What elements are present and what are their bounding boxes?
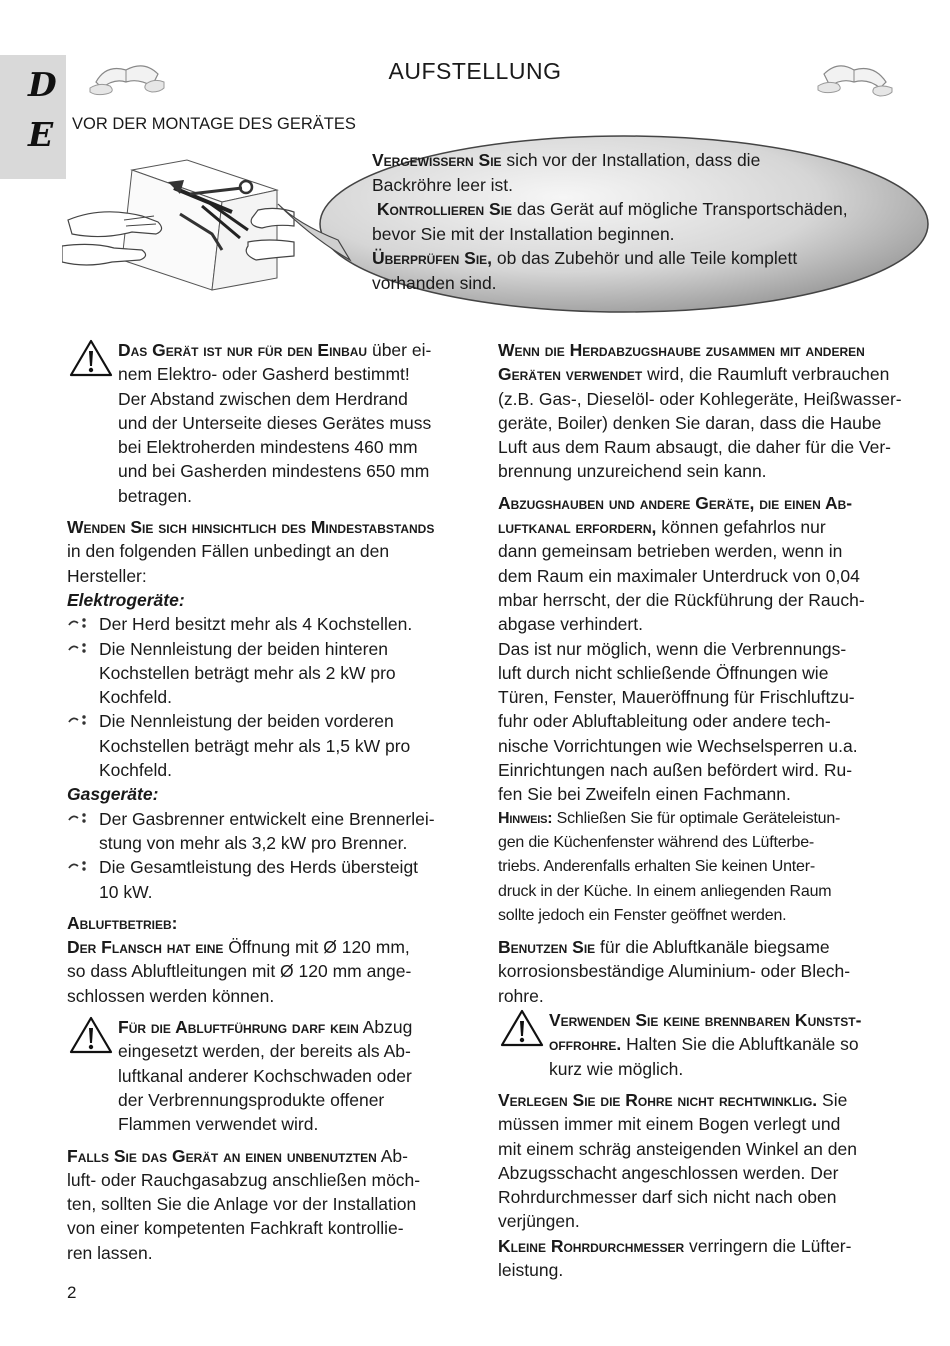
bullet-icon — [67, 640, 91, 656]
bullet-icon — [67, 858, 91, 874]
text-line: ten, sollten Sie die Anlage vor der Installation — [67, 1194, 417, 1215]
bubble-text-line: sich vor der Installation, dass die — [501, 150, 761, 170]
text-line: geräte, Boiler) denken Sie daran, dass die Haube — [498, 412, 882, 433]
right-column — [498, 338, 903, 1282]
elektrogeraete-heading: Elektrogeräte: — [67, 589, 185, 610]
text-line: Schließen Sie für optimale Geräteleistun- — [552, 809, 841, 827]
text-line: leistung. — [498, 1259, 564, 1280]
abluftbetrieb-heading: Abluftbetrieb: — [67, 912, 178, 933]
text-line: über ei- — [367, 340, 432, 360]
text-line: Luft aus dem Raum absaugt, die daher für die Ver- — [498, 437, 892, 458]
text-line: mbar herrscht, der die Rückführung der Rauch- — [498, 589, 865, 610]
text-line: und bei Gasherden mindestens 650 mm — [118, 461, 430, 482]
text-line: bei Elektroherden mindestens 460 mm — [118, 437, 418, 458]
text-line: Einrichtungen nach außen befördert wird. Ru- — [498, 760, 853, 781]
bold-lead: Falls Sie das Gerät an einen unbenutzten — [67, 1145, 377, 1166]
text-line: verjüngen. — [498, 1211, 580, 1232]
text-line: gen die Küchenfenster während des Lüfterbe- — [498, 833, 815, 851]
text-line: Öffnung mit Ø 120 mm, — [223, 937, 410, 958]
text-line: Die Gesamtleistung des Herds übersteigt — [99, 857, 419, 878]
text-line: triebs. Anderenfalls erhalten Sie keinen Unter- — [498, 858, 816, 876]
text-line: Ab- — [376, 1145, 408, 1166]
list-item — [67, 807, 472, 856]
bold-lead: Geräten verwendet — [498, 364, 643, 385]
text-line: Der Gasbrenner entwickelt eine Brennerlei- — [99, 808, 435, 829]
text-line: nem Elektro- oder Gasherd bestimmt! — [118, 364, 410, 385]
warning-block — [498, 1008, 903, 1081]
text-line: Kochstellen beträgt mehr als 2 kW pro — [99, 662, 396, 683]
bold-lead: Benutzen Sie — [498, 937, 596, 958]
warning-icon — [500, 1009, 544, 1047]
text-line: luft- oder Rauchgasabzug anschließen möch- — [67, 1169, 421, 1190]
text-line: kurz wie möglich. — [549, 1058, 684, 1079]
bold-lead: Verwenden Sie keine brennbaren Kunstst- — [549, 1010, 862, 1031]
text-line: abgase verhindert. — [498, 614, 643, 635]
bold-lead: Wenn die Herdabzugshaube zusammen mit anderen — [498, 340, 865, 360]
section-subtitle: VOR DER MONTAGE DES GERÄTES — [72, 115, 356, 133]
text-line: Kochfeld. — [99, 760, 172, 781]
list-item — [67, 855, 472, 904]
bold-lead: offrohre. — [549, 1034, 622, 1055]
language-letter-d: D — [28, 65, 57, 104]
text-line: Die Nennleistung der beiden vorderen — [99, 711, 394, 732]
text-line: Die Nennleistung der beiden hinteren — [99, 638, 388, 659]
text-line: Rohrdurchmesser darf sich nicht nach oben — [498, 1187, 837, 1208]
text-line: nische Vorrichtungen wie Wechselsperren u.a. — [498, 735, 858, 756]
manual-tools-illustration — [62, 150, 302, 300]
text-line: müssen immer mit einem Bogen verlegt und — [498, 1114, 841, 1135]
list-item — [67, 612, 472, 636]
bubble-bold-text: Überprüfen Sie, — [372, 248, 493, 268]
text-line: ren lassen. — [67, 1242, 153, 1263]
bubble-text-line: bevor Sie mit der Installation beginnen. — [372, 223, 675, 244]
text-line: wird, die Raumluft verbrauchen — [642, 364, 890, 385]
bold-lead: Für die Abluftführung darf kein — [118, 1017, 359, 1038]
text-line: sollte jedoch ein Fenster geöffnet werden. — [498, 906, 787, 924]
text-line: verringern die Lüfter- — [684, 1235, 852, 1256]
warning-block — [67, 1015, 472, 1136]
left-column — [67, 338, 472, 1265]
text-line: Das ist nur möglich, wenn die Verbrennungs- — [498, 638, 847, 659]
bold-lead: luftkanal erfordern, — [498, 517, 657, 538]
bold-lead: Wenden Sie sich hinsichtlich des Mindestabstands — [67, 517, 435, 538]
text-line: brennung unzureichend sein kann. — [498, 461, 767, 482]
page-number: 2 — [67, 1283, 77, 1302]
text-line: Abzug — [358, 1017, 413, 1038]
warning-icon — [69, 339, 113, 377]
text-line: Der Abstand zwischen dem Herdrand — [118, 388, 408, 409]
warning-block — [67, 338, 472, 508]
bubble-text-line: Backröhre leer ist. — [372, 174, 514, 195]
bold-lead: Das Gerät ist nur für den Einbau — [118, 340, 368, 360]
bold-lead: Verlegen Sie die Rohre nicht rechtwinklig. — [498, 1089, 818, 1110]
bubble-text-line: ob das Zubehör und alle Teile komplett — [492, 248, 798, 268]
text-line: in den folgenden Fällen unbedingt an den — [67, 541, 390, 562]
bubble-text — [372, 148, 892, 295]
bubble-text-line: vorhanden sind. — [372, 272, 497, 293]
text-line: schlossen werden können. — [67, 985, 275, 1006]
text-line: der Verbrennungsprodukte offener — [118, 1089, 385, 1110]
bold-lead: Hinweis: — [498, 809, 553, 827]
list-item — [67, 709, 472, 782]
bold-lead: Kleine Rohrdurchmesser — [498, 1235, 685, 1256]
page-title: AUFSTELLUNG — [388, 58, 562, 84]
bullet-icon — [67, 810, 91, 826]
text-line: Kochfeld. — [99, 687, 172, 708]
text-line: Flammen verwendet wird. — [118, 1114, 319, 1135]
text-line: rohre. — [498, 985, 544, 1006]
text-line: druck in der Küche. In einem anliegenden Raum — [498, 882, 832, 900]
text-line: stung von mehr als 3,2 kW pro Brenner. — [99, 832, 408, 853]
text-line: fuhr oder Abluftableitung oder andere tech- — [498, 711, 831, 732]
text-line: luft durch nicht schließende Öffnungen wie — [498, 662, 829, 683]
bubble-bold-text: Kontrollieren Sie — [372, 199, 513, 219]
list-item — [67, 637, 472, 710]
text-line: dann gemeinsam betrieben werden, wenn in — [498, 541, 843, 562]
text-line: Kochstellen beträgt mehr als 1,5 kW pro — [99, 735, 411, 756]
text-line: von einer kompetenten Fachkraft kontrollie- — [67, 1218, 404, 1239]
text-line: für die Abluftkanäle biegsame — [595, 937, 830, 958]
text-line: so dass Abluftleitungen mit Ø 120 mm ange- — [67, 961, 412, 982]
text-line: luftkanal anderer Kochschwaden oder — [118, 1065, 412, 1086]
warning-icon — [69, 1016, 113, 1054]
bubble-bold-text: Vergewissern Sie — [372, 150, 502, 170]
bullet-icon — [67, 615, 91, 631]
bold-lead: Abzugshauben und andere Geräte, die einen Ab- — [498, 492, 853, 513]
text-line: Der Herd besitzt mehr als 4 Kochstellen. — [99, 614, 413, 635]
text-line: eingesetzt werden, der bereits als Ab- — [118, 1041, 411, 1062]
language-letter-e: E — [28, 115, 54, 154]
bullet-icon — [67, 712, 91, 728]
text-line: fen Sie bei Zweifeln einen Fachmann. — [498, 784, 791, 805]
bold-lead: Der Flansch hat eine — [67, 937, 224, 958]
gasgeraete-heading: Gasgeräte: — [67, 784, 159, 805]
text-line: korrosionsbeständige Aluminium- oder Blech- — [498, 961, 851, 982]
text-line: 10 kW. — [99, 881, 153, 902]
bubble-text-line: das Gerät auf mögliche Transportschäden, — [512, 199, 848, 219]
text-line: Halten Sie die Abluftkanäle so — [621, 1034, 859, 1055]
text-line: Sie — [817, 1089, 848, 1110]
text-line: betragen. — [118, 485, 192, 506]
text-line: können gefahrlos nur — [656, 517, 826, 538]
text-line: und der Unterseite dieses Gerätes muss — [118, 412, 432, 433]
text-line: mit einem schräg ansteigenden Winkel an den — [498, 1138, 857, 1159]
text-line: Hersteller: — [67, 565, 147, 586]
text-line: Türen, Fenster, Maueröffnung für Frischluftzu- — [498, 687, 855, 708]
text-line: dem Raum ein maximaler Unterdruck von 0,04 — [498, 565, 860, 586]
text-line: Abzugsschacht angeschlossen werden. Der — [498, 1162, 839, 1183]
text-line: (z.B. Gas-, Dieselöl- oder Kohlegeräte, Heißwasser- — [498, 388, 902, 409]
